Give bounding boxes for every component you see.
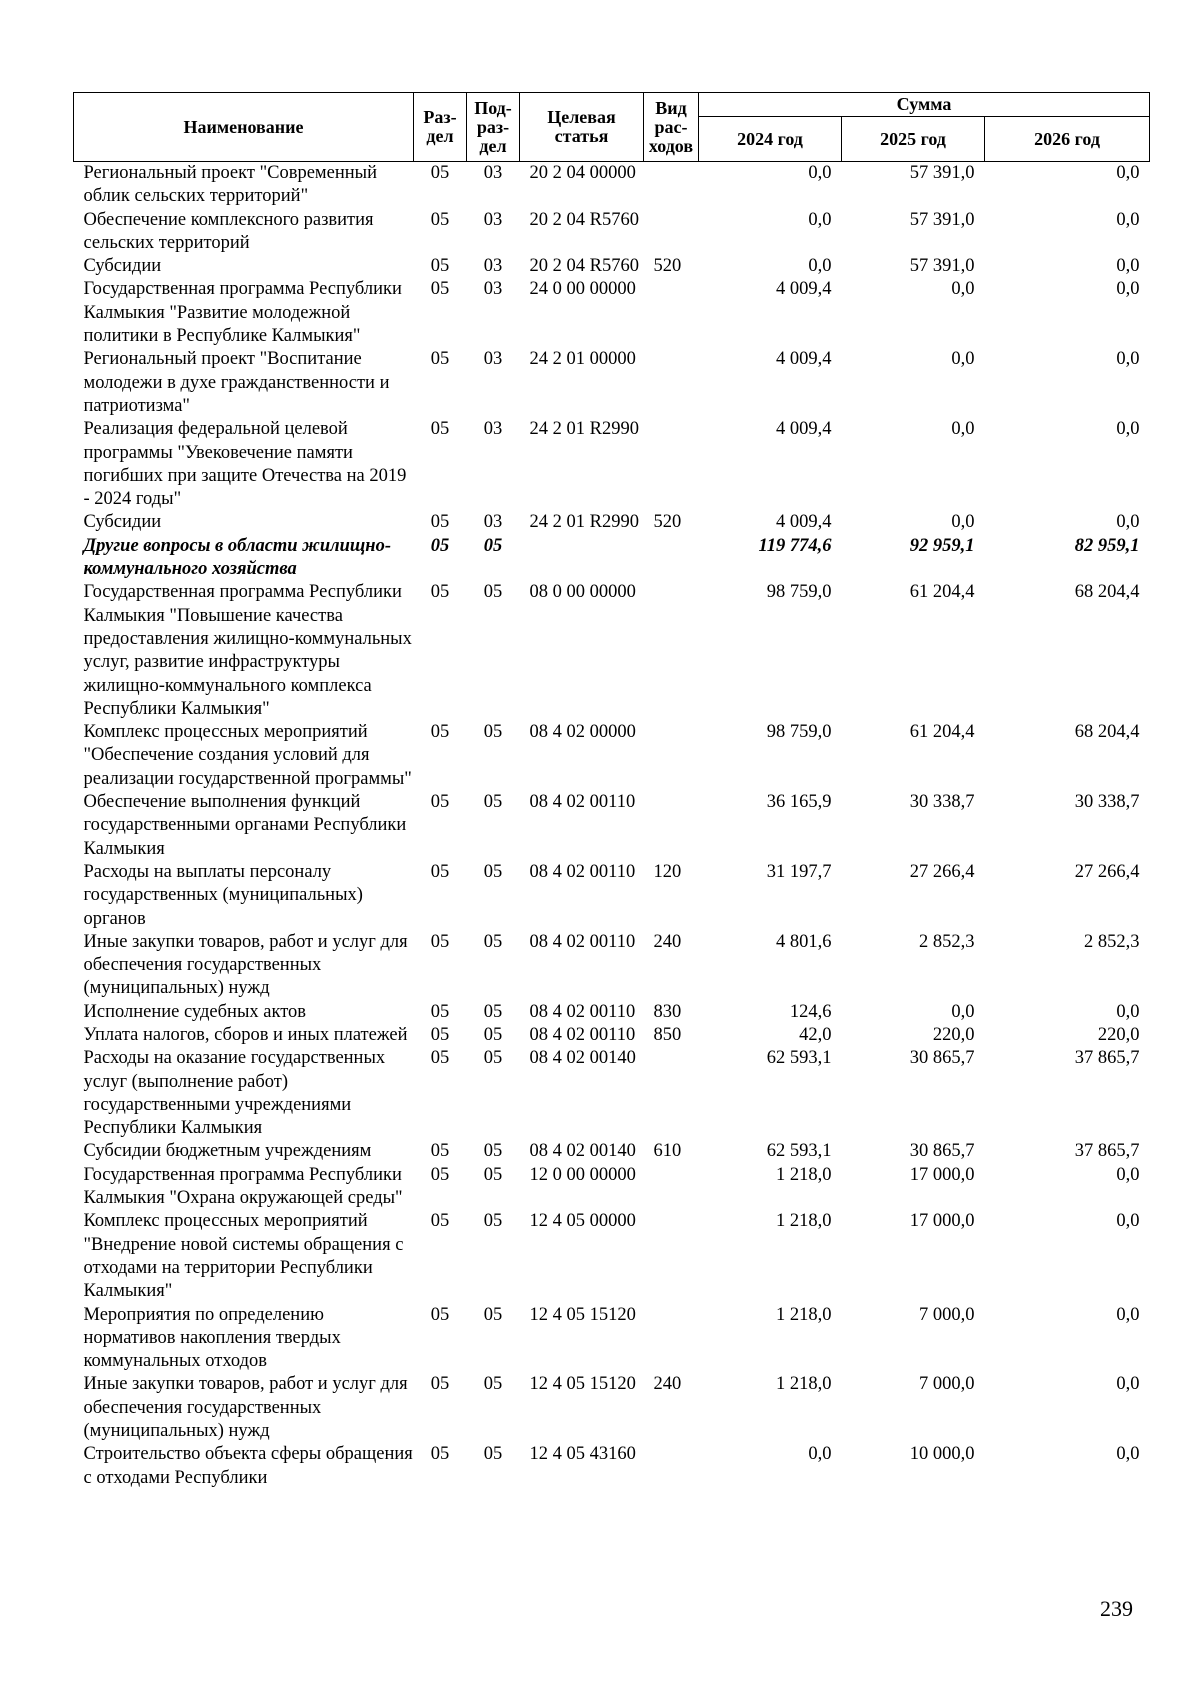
row-2025: 61 204,4: [909, 582, 975, 603]
table-row: [74, 1443, 1150, 1490]
row-2026: 0,0: [1116, 256, 1140, 277]
row-name: Расходы на выплаты персоналу государственных (муниципальных) органов: [83, 861, 363, 929]
row-celevaya: 20 2 04 R5760: [529, 256, 639, 277]
row-2026: 37 865,7: [1074, 1048, 1140, 1069]
row-name: Субсидии: [83, 512, 162, 533]
header-vid-line3: ходов: [648, 135, 694, 156]
row-razdel: 05: [430, 512, 450, 533]
row-vid: [644, 1047, 699, 1140]
row-podrazdel: 03: [483, 256, 503, 277]
header-year-2024: 2024 год: [699, 117, 842, 162]
row-2024: 0,0: [808, 1444, 832, 1465]
row-razdel: 05: [430, 931, 450, 952]
row-celevaya: 12 4 05 43160: [529, 1444, 636, 1465]
row-2024: 98 759,0: [766, 582, 832, 603]
row-vid: [644, 721, 699, 791]
row-name: Другие вопросы в области жилищно-коммунального хозяйства: [83, 535, 391, 580]
row-2026: 0,0: [1116, 279, 1140, 300]
header-podrazdel-line3: дел: [479, 135, 507, 156]
row-razdel: 05: [430, 861, 450, 882]
row-podrazdel: 03: [483, 349, 503, 370]
row-2024: 0,0: [808, 256, 832, 277]
table-body: [74, 162, 1150, 1490]
row-2026: 0,0: [1116, 1001, 1140, 1022]
table-row: [74, 1140, 1150, 1163]
row-2025: 61 204,4: [909, 722, 975, 743]
table-row: [74, 1001, 1150, 1024]
row-2025: 7 000,0: [919, 1374, 975, 1395]
row-vid: 610: [653, 1141, 682, 1162]
header-summa: Сумма: [699, 93, 1150, 117]
row-name: Мероприятия по определению нормативов накопления твердых коммунальных отходов: [83, 1304, 341, 1372]
row-razdel: 05: [430, 209, 450, 230]
row-2024: 1 218,0: [776, 1374, 832, 1395]
row-podrazdel: 05: [483, 722, 503, 743]
row-celevaya: 08 4 02 00110: [529, 1001, 636, 1022]
row-celevaya: 12 4 05 00000: [529, 1211, 636, 1232]
header-podrazdel-line2: раз-: [476, 116, 510, 137]
row-vid: 520: [653, 256, 682, 277]
header-year-2026: 2026 год: [985, 117, 1150, 162]
header-podrazdel-line1: Под-: [474, 97, 512, 118]
row-vid: [644, 418, 699, 511]
row-name: Строительство объекта сферы обращения с отходами Республики: [83, 1444, 413, 1488]
table-row: [74, 278, 1150, 348]
row-2024: 4 009,4: [776, 419, 832, 440]
row-vid: [644, 1443, 699, 1490]
row-2025: 0,0: [951, 419, 975, 440]
row-razdel: 05: [430, 279, 450, 300]
row-2026: 0,0: [1116, 163, 1140, 183]
row-vid: 520: [653, 512, 682, 533]
row-celevaya: [520, 535, 644, 582]
row-2025: 57 391,0: [909, 256, 975, 277]
row-celevaya: 24 2 01 R2990: [529, 512, 639, 533]
row-2025: 220,0: [932, 1024, 975, 1045]
row-name: Комплекс процессных мероприятий "Внедрение новой системы обращения с отходами на территории Республики Калмыкия": [83, 1211, 404, 1302]
row-celevaya: 12 0 00 00000: [529, 1164, 636, 1185]
row-razdel: 05: [430, 1024, 450, 1045]
row-2024: 4 801,6: [776, 931, 832, 952]
row-podrazdel: 05: [483, 582, 503, 603]
row-vid: 830: [653, 1001, 682, 1022]
row-razdel: 05: [430, 1304, 450, 1325]
row-vid: [644, 581, 699, 721]
header-podrazdel: [467, 93, 520, 162]
row-2025: 7 000,0: [919, 1304, 975, 1325]
table-row: [74, 1373, 1150, 1443]
row-vid: [644, 535, 699, 582]
row-celevaya: 20 2 04 R5760: [529, 209, 639, 230]
row-name: Исполнение судебных актов: [83, 1001, 307, 1022]
row-podrazdel: 03: [483, 209, 503, 230]
row-2026: 27 266,4: [1074, 861, 1140, 882]
row-2024: 98 759,0: [766, 722, 832, 743]
row-name: Реализация федеральной целевой программы "Увековечение памяти погибших при защите Отечества на 2019 - 2024 годы": [83, 419, 407, 510]
row-name: Региональный проект "Современный облик сельских территорий": [83, 163, 377, 207]
row-razdel: 05: [430, 1141, 450, 1162]
row-razdel: 05: [430, 163, 450, 183]
row-razdel: 05: [430, 1211, 450, 1232]
row-podrazdel: 05: [483, 1001, 503, 1022]
table-row: [74, 1024, 1150, 1047]
row-2024: 31 197,7: [766, 861, 832, 882]
row-2026: 220,0: [1097, 1024, 1140, 1045]
row-razdel: 05: [430, 1374, 450, 1395]
row-name: Расходы на оказание государственных услуг (выполнение работ) государственными учреждениями Республики Калмыкия: [83, 1048, 386, 1139]
row-2024: 4 009,4: [776, 512, 832, 533]
row-2025: 57 391,0: [909, 163, 975, 183]
table-row: [74, 791, 1150, 861]
row-2026: 30 338,7: [1074, 792, 1140, 813]
page-number: 239: [1100, 1596, 1133, 1621]
row-celevaya: 08 4 02 00000: [529, 722, 636, 743]
table-row: [74, 255, 1150, 278]
header-razdel-line2: дел: [426, 126, 454, 146]
row-vid: [644, 162, 699, 209]
table-row: [74, 418, 1150, 511]
row-celevaya: 08 4 02 00110: [529, 861, 636, 882]
row-name: Иные закупки товаров, работ и услуг для обеспечения государственных (муниципальных) нужд: [83, 931, 408, 999]
row-2026: 0,0: [1116, 209, 1140, 230]
table-row: [74, 535, 1150, 582]
row-podrazdel: 05: [483, 1048, 503, 1069]
row-2026: 2 852,3: [1084, 931, 1140, 952]
row-podrazdel: 05: [483, 1444, 503, 1465]
row-podrazdel: 05: [483, 792, 503, 813]
row-name: Государственная программа Республики Калмыкия "Повышение качества предоставления жилищно-коммунальных услуг, развитие инфраструктуры жилищно-коммунального комплекса Республики Калмыкия": [83, 582, 412, 719]
row-vid: 240: [653, 1374, 682, 1395]
row-name: Государственная программа Республики Калмыкия "Развитие молодежной политики в Республике Калмыкия": [83, 279, 402, 347]
row-podrazdel: 05: [483, 931, 503, 952]
row-celevaya: 08 4 02 00110: [529, 792, 636, 813]
header-razdel-line1: Раз-: [423, 107, 457, 127]
table-row: [74, 861, 1150, 931]
row-vid: [644, 1304, 699, 1374]
row-podrazdel: 03: [483, 419, 503, 440]
row-razdel: 05: [430, 582, 450, 603]
row-podrazdel: 05: [483, 861, 503, 882]
row-name: Субсидии: [83, 256, 162, 277]
row-2024: 1 218,0: [776, 1304, 832, 1325]
row-podrazdel: 05: [483, 1024, 503, 1045]
header-year-2025: 2025 год: [842, 117, 985, 162]
row-celevaya: 08 4 02 00140: [529, 1141, 636, 1162]
row-vid: 850: [653, 1024, 682, 1045]
row-celevaya: 12 4 05 15120: [529, 1304, 636, 1325]
row-2026: 37 865,7: [1074, 1141, 1140, 1162]
row-razdel: 05: [430, 1444, 450, 1465]
row-2024: 124,6: [789, 1001, 832, 1022]
row-vid: [644, 278, 699, 348]
budget-table: [73, 92, 1150, 1490]
row-2026: 0,0: [1116, 349, 1140, 370]
row-2024: 0,0: [808, 209, 832, 230]
row-celevaya: 08 4 02 00110: [529, 1024, 636, 1045]
row-2024: 42,0: [799, 1024, 832, 1045]
table-row: [74, 209, 1150, 256]
header-vid: [644, 93, 699, 162]
row-podrazdel: 05: [483, 1304, 503, 1325]
row-name: Обеспечение комплексного развития сельских территорий: [83, 209, 374, 253]
row-2024: 0,0: [808, 163, 832, 183]
header-celevaya: [520, 93, 644, 162]
row-2024: 4 009,4: [776, 279, 832, 300]
row-2024: 1 218,0: [776, 1164, 832, 1185]
row-celevaya: 12 4 05 15120: [529, 1374, 636, 1395]
row-celevaya: 20 2 04 00000: [529, 163, 636, 183]
row-podrazdel: 05: [483, 1211, 503, 1232]
header-vid-line1: Вид: [655, 97, 687, 118]
row-2025: 30 865,7: [909, 1141, 975, 1162]
header-vid-line2: рас-: [654, 116, 688, 137]
row-razdel: 05: [430, 1048, 450, 1069]
row-2026: 82 959,1: [1074, 535, 1140, 556]
table-row: [74, 1210, 1150, 1303]
row-podrazdel: 05: [483, 1374, 503, 1395]
row-name: Обеспечение выполнения функций государственными органами Республики Калмыкия: [83, 792, 407, 859]
row-2026: 0,0: [1116, 1374, 1140, 1395]
row-2024: 36 165,9: [766, 792, 832, 813]
row-razdel: 05: [430, 792, 450, 813]
row-vid: [644, 348, 699, 418]
header-celevaya-line1: Целевая: [547, 107, 616, 127]
row-2024: 62 593,1: [766, 1048, 832, 1069]
row-2025: 0,0: [951, 349, 975, 370]
row-celevaya: 08 4 02 00140: [529, 1048, 636, 1069]
row-razdel: 05: [430, 535, 450, 556]
row-razdel: 05: [430, 1164, 450, 1185]
header-celevaya-line2: статья: [554, 126, 609, 146]
row-2025: 0,0: [951, 279, 975, 300]
row-vid: [644, 1210, 699, 1303]
table-row: [74, 931, 1150, 1001]
header-name: Наименование: [74, 93, 414, 162]
row-2026: 0,0: [1116, 1444, 1140, 1465]
table-header: [74, 93, 1150, 162]
row-celevaya: 24 2 01 00000: [529, 349, 636, 370]
row-celevaya: 24 2 01 R2990: [529, 419, 639, 440]
row-name: Региональный проект "Воспитание молодежи в духе гражданственности и патриотизма": [83, 349, 390, 416]
row-2025: 0,0: [951, 1001, 975, 1022]
row-2026: 68 204,4: [1074, 722, 1140, 743]
row-2025: 10 000,0: [909, 1444, 975, 1465]
row-podrazdel: 05: [483, 1141, 503, 1162]
row-podrazdel: 03: [483, 163, 503, 183]
row-2025: 30 338,7: [909, 792, 975, 813]
row-podrazdel: 03: [483, 279, 503, 300]
row-razdel: 05: [430, 419, 450, 440]
row-vid: 240: [653, 931, 682, 952]
row-razdel: 05: [430, 349, 450, 370]
row-razdel: 05: [430, 256, 450, 277]
table-row: [74, 162, 1150, 209]
row-2025: 30 865,7: [909, 1048, 975, 1069]
table-row: [74, 348, 1150, 418]
row-name: Комплекс процессных мероприятий "Обеспечение создания условий для реализации государственной программы": [83, 722, 412, 789]
row-vid: [644, 1164, 699, 1211]
table-row: [74, 721, 1150, 791]
row-celevaya: 08 0 00 00000: [529, 582, 636, 603]
row-2025: 92 959,1: [909, 535, 975, 556]
row-2025: 0,0: [951, 512, 975, 533]
row-2025: 17 000,0: [909, 1211, 975, 1232]
row-vid: [644, 209, 699, 256]
row-2025: 57 391,0: [909, 209, 975, 230]
row-vid: 120: [653, 861, 682, 882]
row-podrazdel: 05: [483, 1164, 503, 1185]
row-podrazdel: 05: [483, 535, 503, 556]
row-2026: 0,0: [1116, 1304, 1140, 1325]
row-name: Субсидии бюджетным учреждениям: [83, 1141, 372, 1162]
row-razdel: 05: [430, 1001, 450, 1022]
row-2026: 68 204,4: [1074, 582, 1140, 603]
row-2024: 4 009,4: [776, 349, 832, 370]
row-2025: 27 266,4: [909, 861, 975, 882]
table-row: [74, 1164, 1150, 1211]
row-2025: 2 852,3: [919, 931, 975, 952]
row-name: Иные закупки товаров, работ и услуг для обеспечения государственных (муниципальных) нужд: [83, 1374, 408, 1442]
row-2026: 0,0: [1116, 1164, 1140, 1185]
row-2025: 17 000,0: [909, 1164, 975, 1185]
row-name: Уплата налогов, сборов и иных платежей: [83, 1024, 408, 1045]
row-podrazdel: 03: [483, 512, 503, 533]
row-2026: 0,0: [1116, 512, 1140, 533]
row-vid: [644, 791, 699, 861]
table-row: [74, 1304, 1150, 1374]
table-row: [74, 1047, 1150, 1140]
row-2026: 0,0: [1116, 419, 1140, 440]
table-row: [74, 511, 1150, 534]
header-razdel: [414, 93, 467, 162]
row-name: Государственная программа Республики Калмыкия "Охрана окружающей среды": [83, 1164, 403, 1209]
row-2024: 62 593,1: [766, 1141, 832, 1162]
table-row: [74, 581, 1150, 721]
row-razdel: 05: [430, 722, 450, 743]
row-2024: 1 218,0: [776, 1211, 832, 1232]
row-celevaya: 24 0 00 00000: [529, 279, 636, 300]
row-2026: 0,0: [1116, 1211, 1140, 1232]
row-2024: 119 774,6: [758, 535, 832, 556]
row-celevaya: 08 4 02 00110: [529, 931, 636, 952]
